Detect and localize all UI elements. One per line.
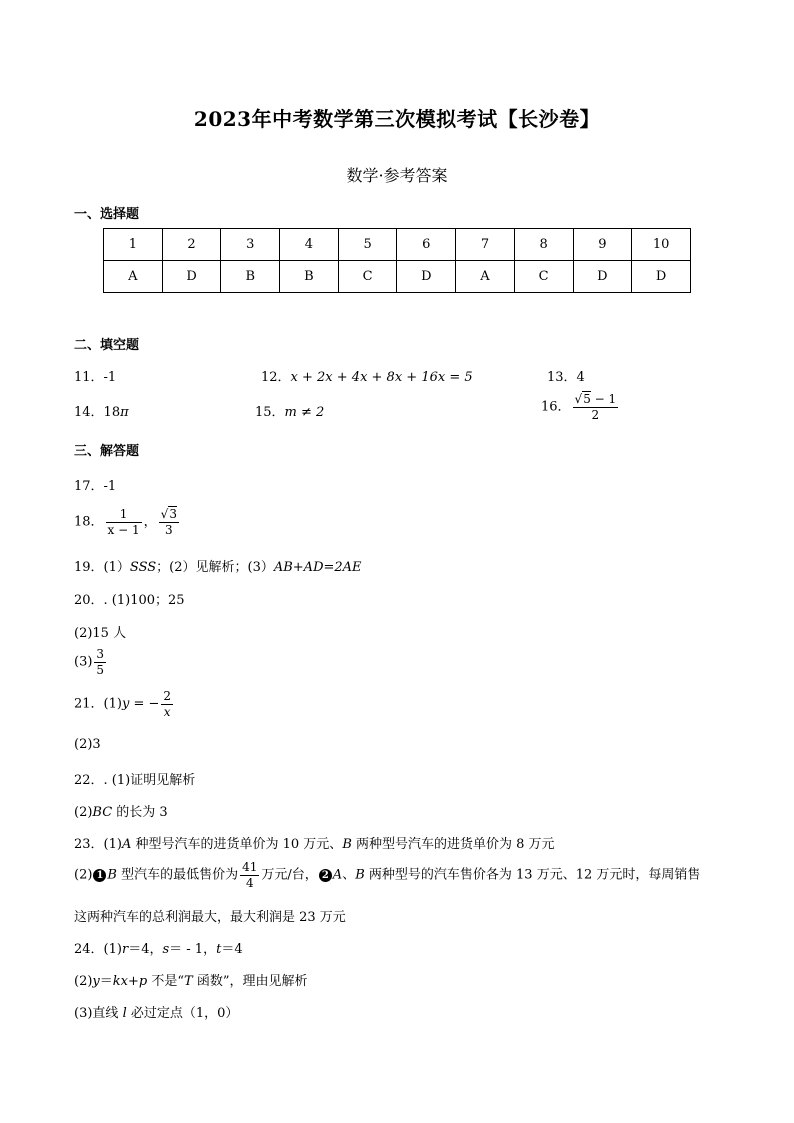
answer-label: 18． <box>74 514 104 530</box>
table-cell-number: 8 <box>514 229 573 261</box>
table-cell-number: 5 <box>338 229 397 261</box>
numerator-rest: − 1 <box>590 392 617 406</box>
circled-number-1: 1 <box>93 869 106 882</box>
choice-answer-table <box>103 228 691 293</box>
sqrt-radicand: 5 <box>583 392 591 406</box>
fraction: $\frac{41}{4}$ <box>242 860 258 890</box>
answer-18 <box>74 508 181 536</box>
answer-20-part1: 20．. (1)100；25 <box>74 593 185 608</box>
table-cell-answer: A <box>104 261 163 293</box>
section-heading-solve: 三、解答题 <box>74 444 140 459</box>
answer-13: 13．4 <box>547 370 585 385</box>
answer-label: 14．18 <box>74 405 121 420</box>
page-subtitle: 数学·参考答案 <box>346 166 448 185</box>
answer-21-part1: 21．(1)y = − $\frac{2}{x}$ <box>74 689 172 719</box>
answer-20-part3: (3) $\frac{3}{5}$ <box>74 647 105 677</box>
answer-14 <box>74 401 129 420</box>
table-cell-number: 3 <box>221 229 280 261</box>
table-cell-answer: C <box>514 261 573 293</box>
table-cell-number: 2 <box>162 229 221 261</box>
fraction: $\frac{2}{x}$ <box>163 689 172 719</box>
separator: ， <box>143 514 157 530</box>
answer-23-part1: 23．(1)A 种型号汽车的进货单价为 10 万元、B 两种型号汽车的进货单价为 8 万元 <box>74 837 555 852</box>
answer-19: 19．(1）SSS；(2）见解析；(3）AB+AD=2AE <box>74 560 362 575</box>
answer-11: 11．-1 <box>74 370 117 385</box>
answer-16 <box>541 393 620 421</box>
table-cell-answer: C <box>338 261 397 293</box>
fraction: $\frac{1}{x - 1}$ <box>107 507 140 537</box>
table-row-answers <box>104 261 691 293</box>
fraction: $\frac{3}{5}$ <box>96 647 105 677</box>
table-cell-answer: D <box>632 261 691 293</box>
math-expression: x + 2x + 4x + 8x + 16x = 5 <box>290 370 473 385</box>
answer-label: 15． <box>255 405 285 420</box>
answer-21-part2: (2)3 <box>74 737 101 752</box>
table-row-numbers <box>104 229 691 261</box>
answer-24-part3: (3)直线 l 必过定点（1，0） <box>74 1006 239 1021</box>
answer-20-part2: (2)15 人 <box>74 626 127 641</box>
table-cell-answer: D <box>162 261 221 293</box>
fraction: $\frac{√5 - 1}{2}$ <box>574 392 617 422</box>
section-heading-choice: 一、选择题 <box>74 207 140 222</box>
circled-number-2: 2 <box>319 869 332 882</box>
table-cell-number: 10 <box>632 229 691 261</box>
table-cell-number: 1 <box>104 229 163 261</box>
answer-24-part2: (2)y＝kx+p 不是“T 函数”，理由见解析 <box>74 974 308 989</box>
table-cell-number: 4 <box>280 229 339 261</box>
answer-24-part1: 24．(1)r＝4，s＝ - 1，t＝4 <box>74 942 243 957</box>
table-cell-answer: A <box>456 261 515 293</box>
answer-15 <box>255 401 324 420</box>
page-title: 2023年中考数学第三次模拟考试【长沙卷】 <box>193 107 601 131</box>
answer-22-part2: (2)BC 的长为 3 <box>74 805 168 820</box>
answer-label: 12． <box>261 370 291 385</box>
pi-symbol: π <box>120 405 129 420</box>
table-cell-number: 7 <box>456 229 515 261</box>
answer-label: 16． <box>541 399 571 415</box>
table-cell-answer: B <box>221 261 280 293</box>
answer-22-part1: 22．. (1)证明见解析 <box>74 773 196 788</box>
table-cell-answer: D <box>573 261 632 293</box>
math-expression: m ≠ 2 <box>284 405 325 420</box>
fraction: $\frac{√3}{3}$ <box>160 507 177 537</box>
section-heading-fill: 二、填空题 <box>74 338 140 353</box>
answer-17: 17．-1 <box>74 479 117 494</box>
table-cell-answer: B <box>280 261 339 293</box>
table-cell-answer: D <box>397 261 456 293</box>
answer-23-part2-continued: 这两种汽车的总利润最大，最大利润是 23 万元 <box>74 910 346 925</box>
denominator: 2 <box>591 407 600 422</box>
table-cell-number: 6 <box>397 229 456 261</box>
answer-23-part2: (2) 1 B 型汽车的最低售价为 $\frac{41}{4}$ 万元/台， 2 A、B 两种型号的汽车售价各为 13 万元、12 万元时，每周销售 <box>74 860 701 890</box>
table-cell-number: 9 <box>573 229 632 261</box>
answer-12 <box>261 366 473 385</box>
